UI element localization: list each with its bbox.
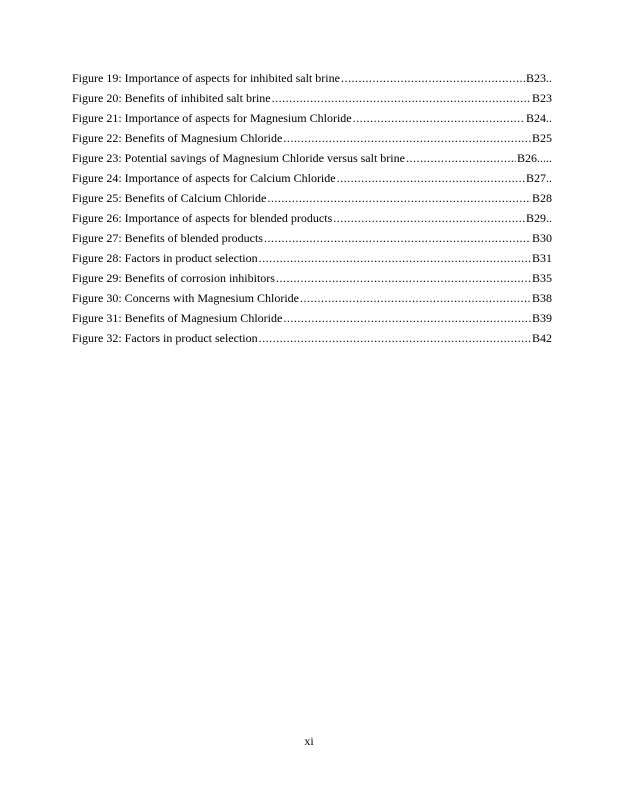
toc-entry-title: Figure 22: Benefits of Magnesium Chloride (72, 131, 283, 145)
toc-entry (72, 308, 552, 328)
dot-leader (406, 148, 516, 168)
dot-leader (276, 268, 531, 288)
toc-entry-page: B30 (531, 231, 552, 245)
dot-leader (272, 88, 531, 108)
toc-entry-page: B25 (531, 131, 552, 145)
toc-entry-page: B28 (531, 191, 552, 205)
toc-entry-page: B23.. (525, 71, 552, 85)
toc-entry-page: B31 (531, 251, 552, 265)
toc-entry (72, 68, 552, 88)
toc-entry (72, 128, 552, 148)
dot-leader (283, 308, 531, 328)
toc-entry-page: B27.. (525, 171, 552, 185)
dot-leader (264, 228, 531, 248)
toc-entry (72, 268, 552, 288)
toc-entry-title: Figure 20: Benefits of inhibited salt brine (72, 91, 271, 105)
toc-entry-title: Figure 32: Factors in product selection (72, 331, 258, 345)
toc-entry (72, 248, 552, 268)
toc-entry (72, 168, 552, 188)
dot-leader (283, 128, 531, 148)
toc-entry-page: B35 (531, 271, 552, 285)
dot-leader (341, 68, 525, 88)
toc-entry-title: Figure 26: Importance of aspects for blended products (72, 211, 333, 225)
toc-entry-title: Figure 21: Importance of aspects for Magnesium Chloride (72, 111, 352, 125)
toc-entry-page: B23 (531, 91, 552, 105)
toc-entry-title: Figure 19: Importance of aspects for inhibited salt brine (72, 71, 340, 85)
dot-leader (267, 188, 531, 208)
toc-entry (72, 328, 552, 348)
dot-leader (337, 168, 525, 188)
toc-entry-title: Figure 23: Potential savings of Magnesium Chloride versus salt brine (72, 151, 405, 165)
dot-leader (353, 108, 525, 128)
toc-entry (72, 228, 552, 248)
page-number: xi (304, 734, 314, 748)
toc-entry (72, 88, 552, 108)
list-of-figures (72, 68, 552, 348)
toc-entry (72, 108, 552, 128)
toc-entry-page: B38 (531, 291, 552, 305)
toc-entry-page: B39 (531, 311, 552, 325)
toc-entry-title: Figure 31: Benefits of Magnesium Chloride (72, 311, 283, 325)
dot-leader (300, 288, 531, 308)
toc-entry-title: Figure 28: Factors in product selection (72, 251, 258, 265)
toc-entry (72, 148, 552, 168)
toc-entry-title: Figure 29: Benefits of corrosion inhibitors (72, 271, 275, 285)
toc-entry-page: B26..... (516, 151, 552, 165)
dot-leader (333, 208, 525, 228)
toc-entry (72, 188, 552, 208)
toc-entry-title: Figure 24: Importance of aspects for Calcium Chloride (72, 171, 336, 185)
toc-entry-title: Figure 25: Benefits of Calcium Chloride (72, 191, 267, 205)
toc-entry-page: B42 (531, 331, 552, 345)
toc-entry (72, 208, 552, 228)
toc-entry-title: Figure 30: Concerns with Magnesium Chloride (72, 291, 299, 305)
dot-leader (259, 328, 531, 348)
dot-leader (259, 248, 531, 268)
toc-entry-title: Figure 27: Benefits of blended products (72, 231, 263, 245)
toc-entry-page: B24.. (525, 111, 552, 125)
toc-entry (72, 288, 552, 308)
toc-entry-page: B29.. (525, 211, 552, 225)
